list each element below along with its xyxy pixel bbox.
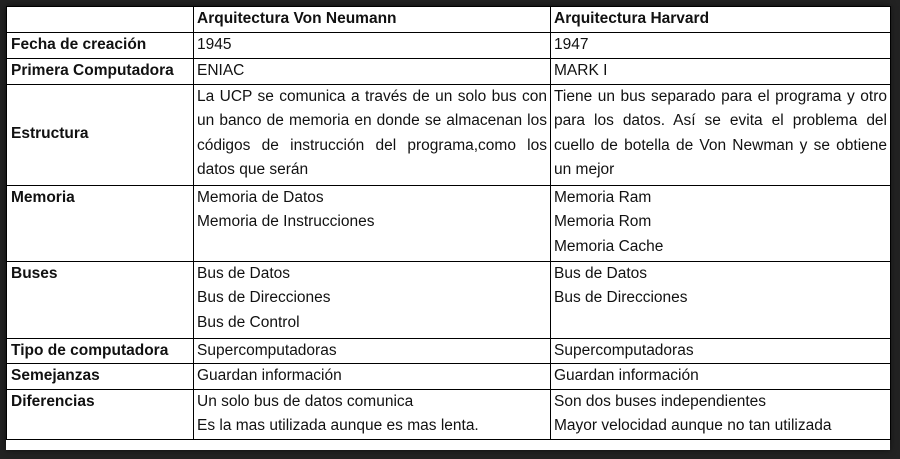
table-row: [7, 185, 891, 261]
comparison-table-frame: [6, 6, 890, 450]
cell-fecha-harvard: 1947: [551, 33, 891, 59]
cell-estructura-harvard: [551, 84, 891, 185]
cell-fecha-von-neumann: 1945: [194, 33, 551, 59]
list-item: Bus de Direcciones: [197, 289, 331, 306]
list-item: Memoria Cache: [554, 237, 664, 255]
list-item: Son dos buses independientes: [554, 392, 766, 410]
cell-buses-von-neumann: [194, 261, 551, 338]
list-item: Es la mas utilizada aunque es mas lenta.: [197, 417, 479, 434]
table-row: [7, 84, 891, 185]
cell-semejanzas-harvard: Guardan información: [551, 364, 891, 390]
comparison-table: [6, 6, 891, 440]
cell-primera-von-neumann: ENIAC: [194, 58, 551, 84]
list-item: Bus de Datos: [554, 264, 648, 282]
cell-tipo-harvard: Supercomputadoras: [551, 338, 891, 364]
list-item: Un solo bus de datos comunica: [197, 392, 414, 410]
cell-buses-harvard: [551, 261, 891, 338]
list-item: Bus de Direcciones: [554, 289, 688, 306]
list-item: Mayor velocidad aunque no tan utilizada: [554, 417, 832, 434]
row-label-buses: Buses: [7, 261, 194, 338]
header-row: [7, 7, 891, 33]
cell-diferencias-harvard: [551, 389, 891, 439]
list-item: Bus de Datos: [197, 264, 291, 282]
cell-memoria-harvard: [551, 185, 891, 261]
list-item: Memoria Rom: [554, 213, 652, 230]
list-item: Memoria Ram: [554, 188, 652, 206]
table-row: [7, 338, 891, 364]
list-item: Memoria de Instrucciones: [197, 213, 375, 230]
row-label-memoria: Memoria: [7, 185, 194, 261]
cell-primera-harvard: MARK I: [551, 58, 891, 84]
row-label-primera: Primera Computadora: [7, 58, 194, 84]
row-label-estructura: Estructura: [7, 84, 194, 185]
table-row: [7, 33, 891, 59]
cell-semejanzas-von-neumann: Guardan información: [194, 364, 551, 390]
table-row: [7, 389, 891, 439]
table-row: [7, 58, 891, 84]
cell-tipo-von-neumann: Supercomputadoras: [194, 338, 551, 364]
column-header-harvard: Arquitectura Harvard: [551, 7, 891, 33]
estructura-von-neumann-text: La UCP se comunica a través de un solo bus con un banco de memoria en donde se almacenan los códigos de instrucción del programa,como los datos que serán: [197, 87, 547, 178]
table-row: [7, 261, 891, 338]
list-item: Memoria de Datos: [197, 188, 324, 206]
row-label-diferencias: Diferencias: [7, 389, 194, 439]
table-row: [7, 364, 891, 390]
row-label-semejanzas: Semejanzas: [7, 364, 194, 390]
row-label-fecha: Fecha de creación: [7, 33, 194, 59]
corner-cell: [7, 7, 194, 33]
column-header-von-neumann: Arquitectura Von Neumann: [194, 7, 551, 33]
cell-memoria-von-neumann: [194, 185, 551, 261]
row-label-tipo: Tipo de computadora: [7, 338, 194, 364]
estructura-harvard-text: Tiene un bus separado para el programa y otro para los datos. Así se evita el problema del cuello de botella de Von Newman y se obtiene un mejor: [554, 87, 887, 178]
list-item: Bus de Control: [197, 313, 300, 331]
cell-diferencias-von-neumann: [194, 389, 551, 439]
cell-estructura-von-neumann: [194, 84, 551, 185]
